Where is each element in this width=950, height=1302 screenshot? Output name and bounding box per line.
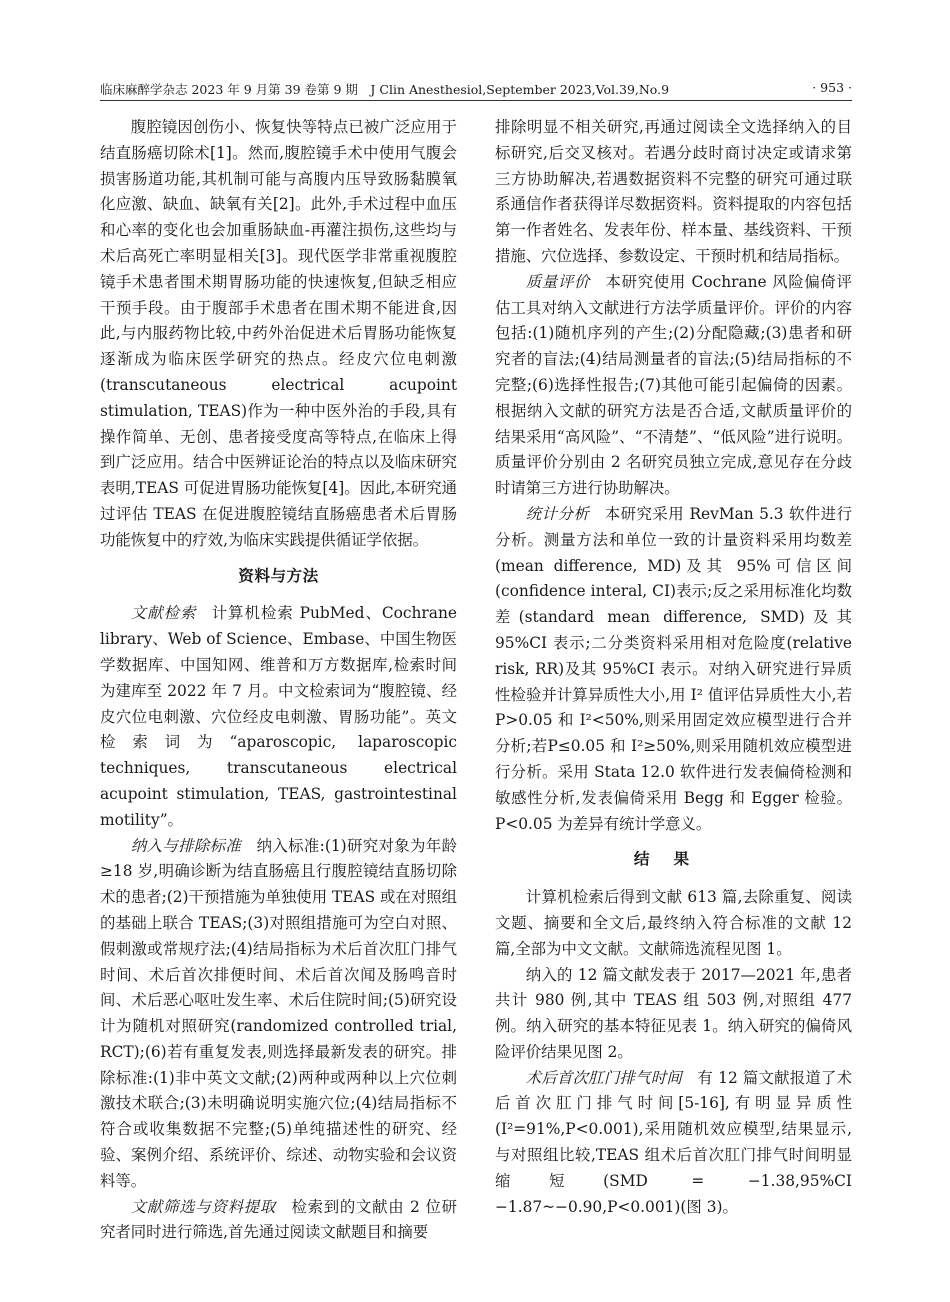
quality-subheading: 质量评价 [525, 272, 591, 291]
criteria-subheading: 纳入与排除标准 [130, 836, 242, 855]
quality-text: 本研究使用 Cochrane 风险偏倚评估工具对纳入文献进行方法学质量评价。评价的内容包括:(1)随机序列的产生;(2)分配隐藏;(3)患者和研究者的盲法;(4)结局测量者的盲法;(5)结局指标的不完整;(6)选择性报告;(7)其他可能引起偏倚的因素。根据纳入文献的研究方法是否合适,文献质量评价的结果采用“高风险”、“不清楚”、“低风险”进行说明。质量评价分别由 2 名研究员独立完成,意见存在分歧时请第三方进行协助解决。 [495, 272, 852, 498]
methods-heading: 资料与方法 [238, 566, 319, 585]
stats-text: 本研究采用 RevMan 5.3 软件进行分析。测量方法和单位一致的计量资料采用均数差(mean difference, MD)及其 95%可信区间(confidence interal, CI)表示;反之采用标准化均数差(standard mean difference, SMD)及其 95%CI 表示;二分类资料采用相对危险度(relative risk, RR)及其 95%CI 表示。对纳入研究进行异质性检验并计算异质性大小,用 I² 值评估异质性大小,若 P>0.05 和 I²<50%,则采用固定效应模型进行合并分析;若P≤0.05 和 I²≥50%,则采用随机效应模型进行分析。采用 Stata 12.0 软件进行发表偏倚检测和敏感性分析,发表偏倚采用 Begg 和 Egger 检验。P<0.05 为差异有统计学意义。 [495, 504, 852, 833]
results-paragraph-2: 纳入的 12 篇文献发表于 2017—2021 年,患者共计 980 例,其中 TEAS 组 503 例,对照组 477 例。纳入研究的基本特征见表 1。纳入研究的偏倚风险评价结果见图 2。 [495, 965, 852, 1061]
stats-paragraph [495, 502, 852, 837]
left-column [100, 115, 457, 1246]
criteria-paragraph [100, 834, 457, 1195]
running-header [100, 80, 852, 102]
screening-paragraph [100, 1195, 457, 1247]
search-paragraph [100, 601, 457, 833]
results-heading: 结果 [633, 850, 714, 869]
quality-paragraph [495, 270, 852, 502]
journal-citation: 临床麻醉学杂志 2023 年 9 月第 39 卷第 9 期 J Clin Anesthesiol,September 2023,Vol.39,No.9 [100, 82, 670, 97]
header-rule [100, 100, 852, 101]
right-column [495, 115, 852, 1220]
screening-text: 检索到的文献由 2 位研究者同时进行筛选,首先通过阅读文献题目和摘要 [100, 1197, 457, 1242]
criteria-text: 纳入标准:(1)研究对象为年龄≥18 岁,明确诊断为结直肠癌且行腹腔镜结直肠切除术的患者;(2)干预措施为单独使用 TEAS 或在对照组的基础上联合 TEAS;(3)对照组措施可为空白对照、假刺激或常规疗法;(4)结局指标为术后首次肛门排气时间、术后首次排便时间、术后首次闻及肠鸣音时间、术后恶心呕吐发生率、术后住院时间;(5)研究设计为随机对照研究(randomized controlled trial, RCT);(6)若有重复发表,则选择最新发表的研究。排除标准:(1)非中英文文献;(2)两种或两种以上穴位刺激技术联合;(3)未明确说明实施穴位;(4)结局指标不符合或收集数据不完整;(5)单纯描述性的研究、经验、案例介绍、系统评价、综述、动物实验和会议资料等。 [100, 836, 457, 1190]
screening-continued: 排除明显不相关研究,再通过阅读全文选择纳入的目标研究,后交叉核对。若遇分歧时商讨决定或请求第三方协助解决,若遇数据资料不完整的研究可通过联系通信作者获得详尽数据资料。资料提取的内容包括第一作者姓名、发表年份、样本量、基线资料、干预措施、穴位选择、参数设定、干预时机和结局指标。 [495, 118, 852, 265]
results-paragraph-1: 计算机检索后得到文献 613 篇,去除重复、阅读文题、摘要和全文后,最终纳入符合标准的文献 12 篇,全部为中文文献。文献筛选流程见图 1。 [495, 888, 852, 958]
intro-paragraph: 腹腔镜因创伤小、恢复快等特点已被广泛应用于结直肠癌切除术[1]。然而,腹腔镜手术中使用气腹会损害肠道功能,其机制可能与高腹内压导致肠黏膜氧化应激、缺血、缺氧有关[2]。此外,手术过程中血压和心率的变化也会加重肠缺血-再灌注损伤,这些均与术后高死亡率明显相关[3]。现代医学非常重视腹腔镜手术患者围术期胃肠功能的快速恢复,但缺乏相应干预手段。由于腹部手术患者在围术期不能进食,因此,与内服药物比较,中药外治促进术后胃肠功能恢复逐渐成为临床医学研究的热点。经皮穴位电刺激(transcutaneous electrical acupoint stimulation, TEAS)作为一种中医外治的手段,具有操作简单、无创、患者接受度高等特点,在临床上得到广泛应用。结合中医辨证论治的特点以及临床研究表明,TEAS 可促进胃肠功能恢复[4]。因此,本研究通过评估 TEAS 在促进腹腔镜结直肠癌患者术后胃肠功能恢复中的疗效,为临床实践提供循证学依据。 [100, 118, 457, 549]
flatus-subheading: 术后首次肛门排气时间 [525, 1068, 683, 1087]
search-text: 计算机检索 PubMed、Cochrane library、Web of Science、Embase、中国生物医学数据库、中国知网、维普和万方数据库,检索时间为建库至 2022 年 7 月。中文检索词为“腹腔镜、经皮穴位电刺激、穴位经皮电刺激、胃肠功能”。英文检索词为“aparoscopic, laparoscopic techniques, transcutaneous electrical acupoint stimulation, TEAS, gastrointestinal motility”。 [100, 604, 457, 829]
page-number: · 953 · [812, 80, 852, 95]
flatus-paragraph [495, 1066, 852, 1221]
flatus-text: 有 12 篇文献报道了术后首次肛门排气时间[5-16],有明显异质性(I²=91%,P<0.001),采用随机效应模型,结果显示,与对照组比较,TEAS 组术后首次肛门排气时间明显缩短(SMD = −1.38,95%CI −1.87~−0.90,P<0.001)(图 3)。 [495, 1068, 852, 1216]
screening-subheading: 文献筛选与资料提取 [130, 1197, 277, 1216]
stats-subheading: 统计分析 [525, 504, 590, 523]
search-subheading: 文献检索 [130, 604, 197, 623]
